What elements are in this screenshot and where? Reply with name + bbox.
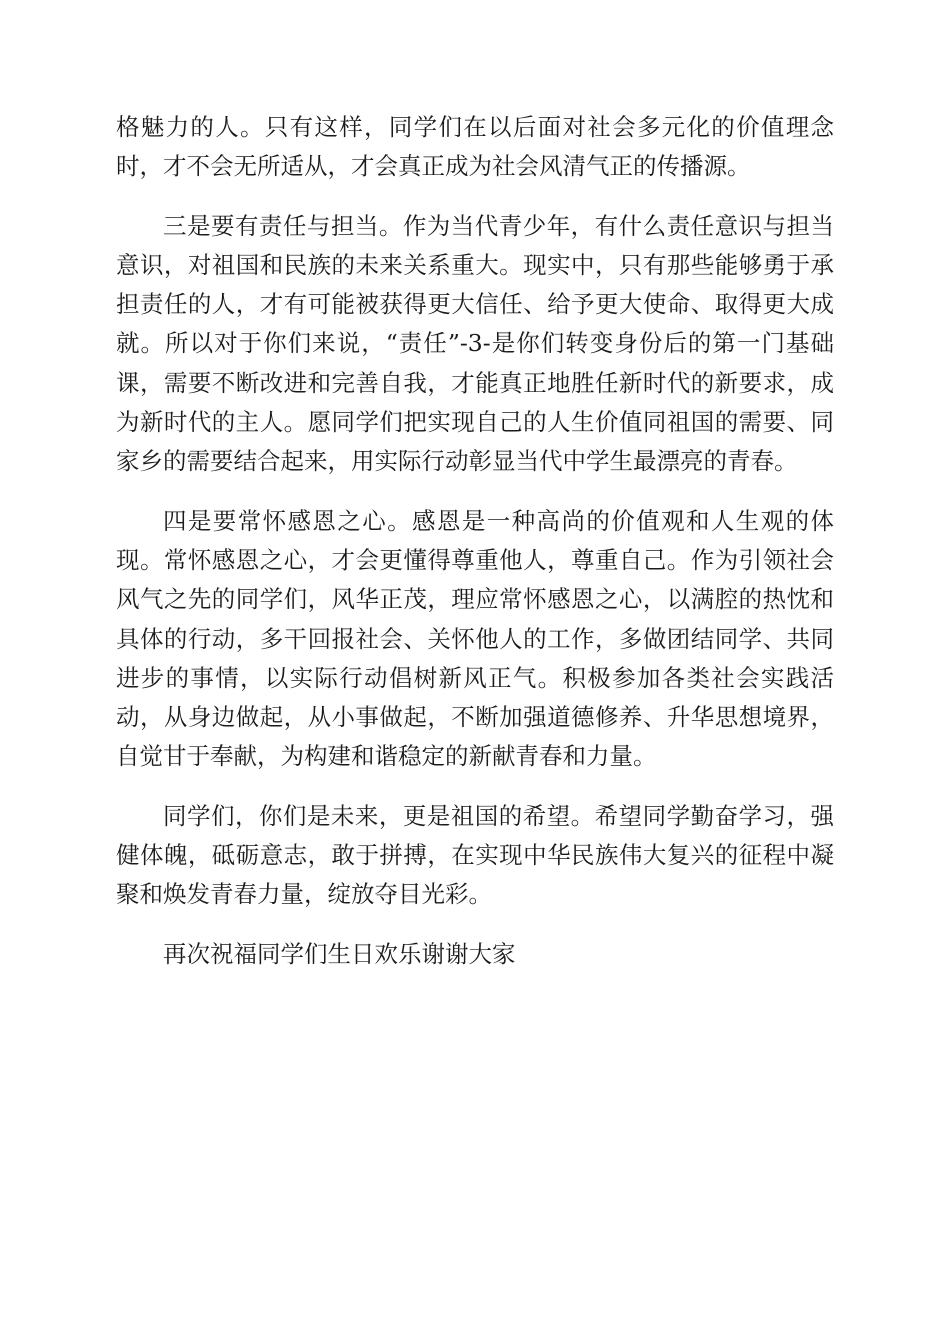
paragraph-responsibility: 三是要有责任与担当。作为当代青少年，有什么责任意识与担当意识，对祖国和民族的未来关系重大。现实中，只有那些能够勇于承担责任的人，才有可能被获得更大信任、给予更大使命、取得更大成就。所以对于你们来说，“责任”-3-是你们转变身份后的第一门基础课，需要不断改进和完善自我，才能真正地胜任新时代的新要求，成为新时代的主人。愿同学们把实现自己的人生价值同祖国的需要、同家乡的需要结合起来，用实际行动彰显当代中学生最漂亮的青春。 [116, 211, 834, 476]
document-body [116, 108, 834, 994]
paragraph-gratitude: 四是要常怀感恩之心。感恩是一种高尚的价值观和人生观的体现。常怀感恩之心，才会更懂得尊重他人，尊重自己。作为引领社会风气之先的同学们，风华正茂，理应常怀感恩之心，以满腔的热忱和具体的行动，多干回报社会、关怀他人的工作，多做团结同学、共同进步的事情，以实际行动倡树新风正气。积极参加各类社会实践活动，从身边做起，从小事做起，不断加强道德修养、升华思想境界，自觉甘于奉献，为构建和谐稳定的新献青春和力量。 [116, 506, 834, 771]
paragraph-hope: 同学们，你们是未来，更是祖国的希望。希望同学勤奋学习，强健体魄，砥砺意志，敢于拼搏，在实现中华民族伟大复兴的征程中凝聚和焕发青春力量，绽放夺目光彩。 [116, 801, 834, 909]
paragraph-closing: 再次祝福同学们生日欢乐谢谢大家 [163, 939, 516, 968]
paragraph-continuation: 格魅力的人。只有这样，同学们在以后面对社会多元化的价值理念时，才不会无所适从，才会真正成为社会风清气正的传播源。 [116, 113, 834, 181]
